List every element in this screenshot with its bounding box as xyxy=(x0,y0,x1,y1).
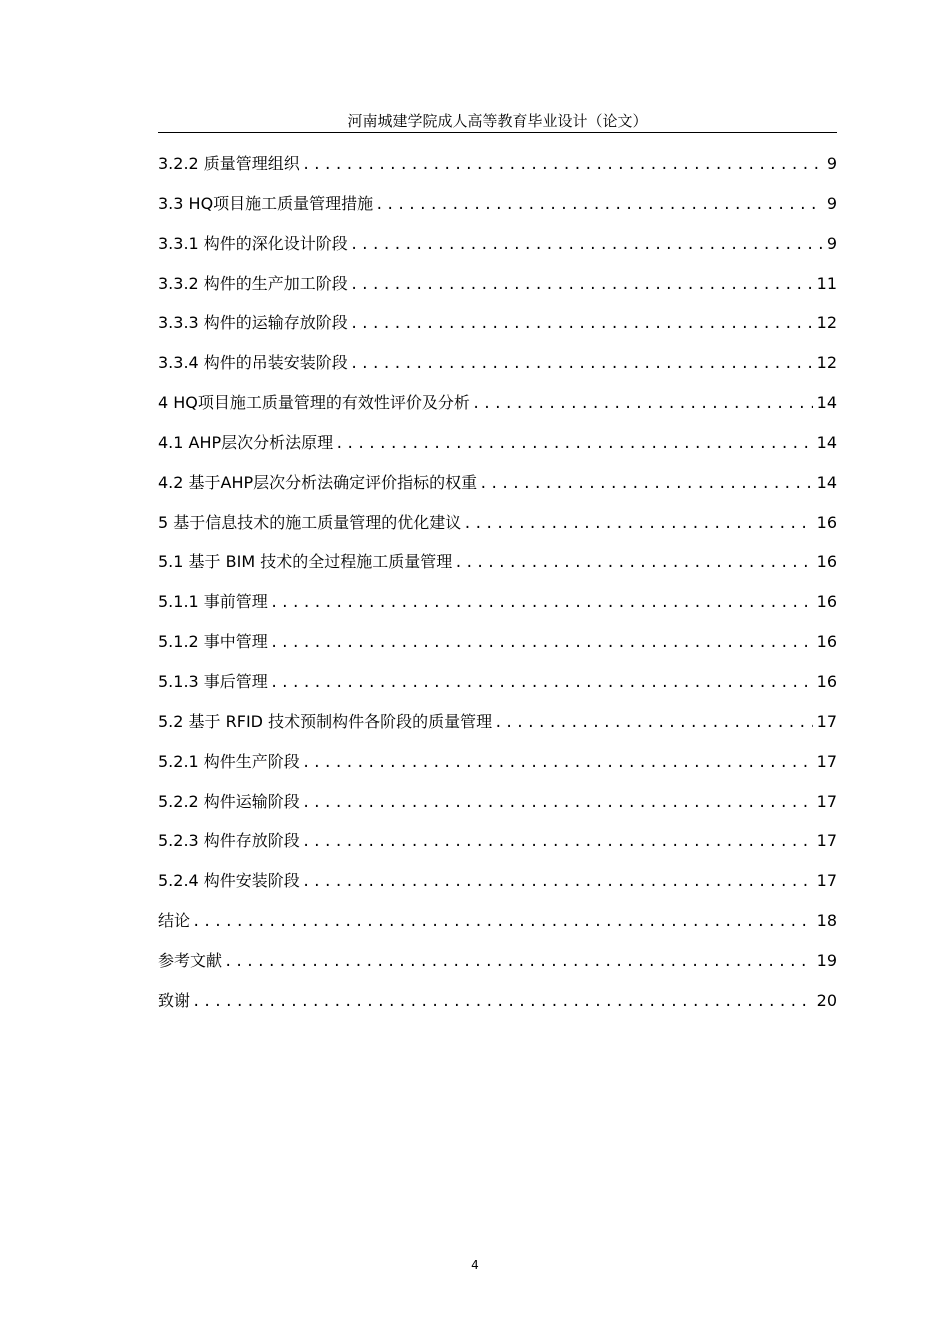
toc-entry-page: 17 xyxy=(813,706,837,738)
toc-entry-title: 4.1 AHP层次分析法原理 xyxy=(158,427,335,459)
toc-entry-title: 5.2 基于 RFID 技术预制构件各阶段的质量管理 xyxy=(158,706,494,738)
toc-entry[interactable] xyxy=(158,228,837,268)
toc-entry-title: 致谢 xyxy=(158,985,192,1017)
toc-entry[interactable] xyxy=(158,387,837,427)
page-header: 河南城建学院成人高等教育毕业设计（论文） xyxy=(158,110,837,133)
toc-dot-leader xyxy=(270,627,813,659)
toc-dot-leader xyxy=(494,707,813,739)
toc-entry-title: 3.3.3 构件的运输存放阶段 xyxy=(158,307,350,339)
toc-entry[interactable] xyxy=(158,666,837,706)
toc-entry-title: 4.2 基于AHP层次分析法确定评价指标的权重 xyxy=(158,467,479,499)
toc-dot-leader xyxy=(479,468,812,500)
toc-dot-leader xyxy=(302,149,823,181)
toc-entry-page: 9 xyxy=(823,228,837,260)
toc-entry-page: 17 xyxy=(813,746,837,778)
toc-dot-leader xyxy=(302,787,813,819)
toc-entry-page: 14 xyxy=(813,387,837,419)
toc-entry-title: 5 基于信息技术的施工质量管理的优化建议 xyxy=(158,507,463,539)
toc-entry-title: 5.1 基于 BIM 技术的全过程施工质量管理 xyxy=(158,546,454,578)
toc-entry[interactable] xyxy=(158,865,837,905)
toc-entry-page: 16 xyxy=(813,586,837,618)
toc-dot-leader xyxy=(350,229,823,261)
toc-dot-leader xyxy=(350,308,813,340)
toc-entry[interactable] xyxy=(158,746,837,786)
toc-entry[interactable] xyxy=(158,626,837,666)
toc-dot-leader xyxy=(302,826,813,858)
toc-entry-page: 12 xyxy=(813,307,837,339)
toc-dot-leader xyxy=(335,428,812,460)
page-number: 4 xyxy=(471,1258,479,1272)
toc-dot-leader xyxy=(270,667,813,699)
toc-entry-page: 19 xyxy=(813,945,837,977)
toc-entry[interactable] xyxy=(158,786,837,826)
toc-entry-title: 5.2.4 构件安装阶段 xyxy=(158,865,302,897)
toc-entry[interactable] xyxy=(158,945,837,985)
toc-entry-title: 5.2.2 构件运输阶段 xyxy=(158,786,302,818)
toc-entry-title: 4 HQ项目施工质量管理的有效性评价及分析 xyxy=(158,387,472,419)
toc-entry[interactable] xyxy=(158,268,837,308)
toc-entry-title: 5.2.1 构件生产阶段 xyxy=(158,746,302,778)
toc-dot-leader xyxy=(375,189,823,221)
toc-entry[interactable] xyxy=(158,586,837,626)
toc-entry-page: 11 xyxy=(813,268,837,300)
toc-entry-title: 结论 xyxy=(158,905,192,937)
toc-dot-leader xyxy=(224,946,813,978)
toc-entry-title: 3.3.1 构件的深化设计阶段 xyxy=(158,228,350,260)
toc-entry[interactable] xyxy=(158,467,837,507)
toc-entry[interactable] xyxy=(158,347,837,387)
toc-entry-page: 17 xyxy=(813,786,837,818)
toc-dot-leader xyxy=(463,508,812,540)
toc-entry-title: 3.3 HQ项目施工质量管理措施 xyxy=(158,188,375,220)
toc-entry[interactable] xyxy=(158,148,837,188)
toc-entry-page: 16 xyxy=(813,546,837,578)
table-of-contents xyxy=(158,148,837,1025)
toc-entry-page: 9 xyxy=(823,188,837,220)
toc-entry-title: 3.3.4 构件的吊装安装阶段 xyxy=(158,347,350,379)
toc-entry[interactable] xyxy=(158,825,837,865)
toc-entry-page: 18 xyxy=(813,905,837,937)
toc-dot-leader xyxy=(350,269,813,301)
toc-entry-title: 5.1.2 事中管理 xyxy=(158,626,270,658)
toc-entry-title: 5.2.3 构件存放阶段 xyxy=(158,825,302,857)
toc-entry-title: 3.2.2 质量管理组织 xyxy=(158,148,302,180)
toc-entry-title: 5.1.1 事前管理 xyxy=(158,586,270,618)
toc-dot-leader xyxy=(302,866,813,898)
toc-entry-page: 17 xyxy=(813,865,837,897)
toc-entry[interactable] xyxy=(158,188,837,228)
toc-dot-leader xyxy=(192,906,813,938)
toc-entry-page: 9 xyxy=(823,148,837,180)
toc-entry-title: 参考文献 xyxy=(158,945,224,977)
toc-entry[interactable] xyxy=(158,706,837,746)
toc-entry-page: 16 xyxy=(813,626,837,658)
toc-entry[interactable] xyxy=(158,307,837,347)
toc-entry-page: 12 xyxy=(813,347,837,379)
toc-dot-leader xyxy=(472,388,813,420)
toc-entry-page: 20 xyxy=(813,985,837,1017)
toc-entry-page: 14 xyxy=(813,427,837,459)
toc-entry[interactable] xyxy=(158,985,837,1025)
toc-entry-title: 3.3.2 构件的生产加工阶段 xyxy=(158,268,350,300)
toc-entry-page: 16 xyxy=(813,666,837,698)
toc-entry-title: 5.1.3 事后管理 xyxy=(158,666,270,698)
toc-entry[interactable] xyxy=(158,507,837,547)
toc-dot-leader xyxy=(192,986,813,1018)
toc-entry-page: 14 xyxy=(813,467,837,499)
toc-dot-leader xyxy=(302,747,813,779)
toc-entry-page: 17 xyxy=(813,825,837,857)
toc-entry-page: 16 xyxy=(813,507,837,539)
toc-dot-leader xyxy=(350,348,813,380)
toc-entry[interactable] xyxy=(158,546,837,586)
toc-entry[interactable] xyxy=(158,905,837,945)
toc-entry[interactable] xyxy=(158,427,837,467)
toc-dot-leader xyxy=(270,587,813,619)
toc-dot-leader xyxy=(454,547,812,579)
